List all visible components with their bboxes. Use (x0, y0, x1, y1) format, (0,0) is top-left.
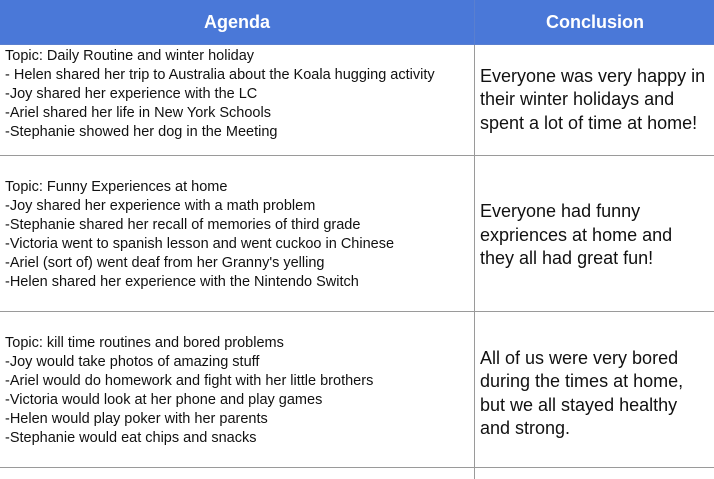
agenda-item: -Victoria would look at her phone and play games (5, 392, 323, 408)
table-row-empty (0, 468, 714, 479)
agenda-cell-empty (0, 468, 475, 479)
conclusion-cell (475, 45, 714, 156)
agenda-topic: Topic: kill time routines and bored problems (5, 335, 284, 351)
conclusion-cell-empty (475, 468, 714, 479)
header-row (0, 0, 714, 45)
agenda-item: -Stephanie would eat chips and snacks (5, 430, 257, 446)
agenda-item: -Ariel (sort of) went deaf from her Granny's yelling (5, 255, 325, 271)
table-row (0, 312, 714, 468)
agenda-header: Agenda (0, 0, 475, 45)
agenda-item: -Joy would take photos of amazing stuff (5, 354, 260, 370)
agenda-item: -Ariel would do homework and fight with her little brothers (5, 373, 374, 389)
agenda-cell (0, 156, 475, 312)
agenda-topic: Topic: Daily Routine and winter holiday (5, 48, 255, 64)
agenda-cell (0, 45, 475, 156)
agenda-item: -Joy shared her experience with the LC (5, 86, 258, 102)
agenda-item: -Stephanie shared her recall of memories of third grade (5, 217, 361, 233)
conclusion-header: Conclusion (475, 0, 714, 45)
table-row (0, 45, 714, 156)
agenda-item: -Victoria went to spanish lesson and went cuckoo in Chinese (5, 236, 395, 252)
agenda-item: -Ariel shared her life in New York Schools (5, 105, 271, 121)
agenda-item: -Joy shared her experience with a math problem (5, 198, 316, 214)
agenda-item: -Stephanie showed her dog in the Meeting (5, 124, 278, 140)
conclusion-text: Everyone was very happy in their winter holidays and spent a lot of time at home! (480, 65, 706, 133)
table-row (0, 156, 714, 312)
conclusion-text: Everyone had funny expriences at home and they all had great fun! (480, 201, 673, 268)
agenda-topic: Topic: Funny Experiences at home (5, 179, 228, 195)
agenda-cell (0, 312, 475, 468)
agenda-item: -Helen shared her experience with the Nintendo Switch (5, 274, 359, 290)
agenda-item: - Helen shared her trip to Australia about the Koala hugging activity (5, 67, 435, 83)
conclusion-cell (475, 156, 714, 312)
conclusion-text: All of us were very bored during the times at home, but we all stayed healthy and strong. (480, 347, 684, 438)
conclusion-cell (475, 312, 714, 468)
agenda-item: -Helen would play poker with her parents (5, 411, 268, 427)
